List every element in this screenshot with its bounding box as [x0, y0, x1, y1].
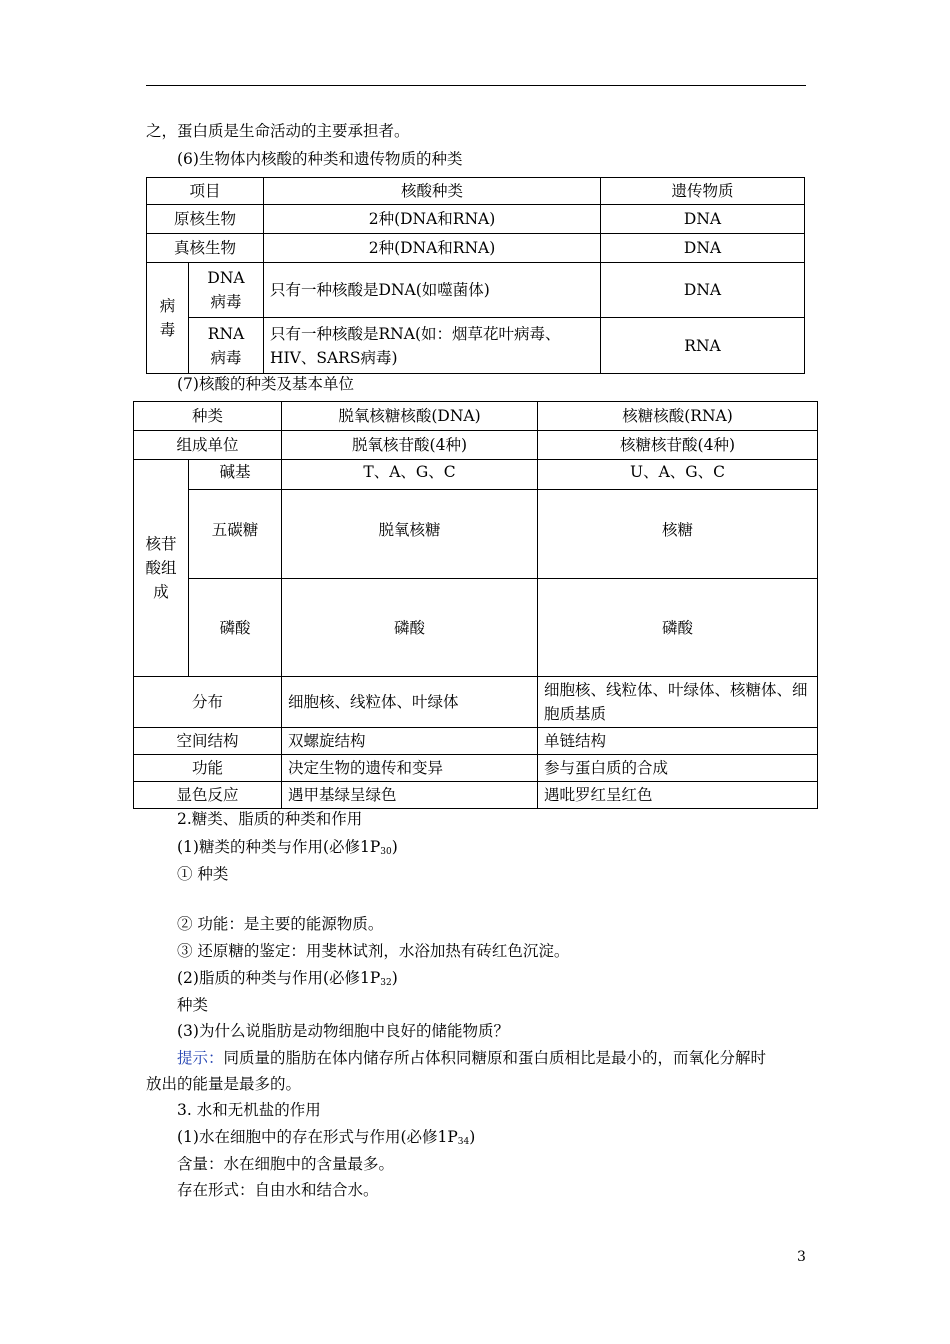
t2-dist-label: 分布 [134, 677, 282, 728]
t2-struct-label: 空间结构 [134, 728, 282, 755]
hint-line-2: 放出的能量是最多的。 [146, 1075, 302, 1093]
para-function: ② 功能：是主要的能源物质。 [177, 915, 384, 933]
t1-header-genetic: 遗传物质 [601, 178, 805, 205]
nucleic-acid-unit-table [133, 401, 818, 809]
t2-unit-dna: 脱氧核苷酸(4种) [282, 431, 538, 460]
t2-base-label: 碱基 [189, 460, 282, 490]
t1-dna-virus-label: DNA病毒 [189, 263, 264, 318]
para-kind-2: 种类 [177, 996, 209, 1014]
para-3: 3. 水和无机盐的作用 [177, 1101, 321, 1119]
t2-func-label: 功能 [134, 755, 282, 782]
para-2-2: (2)脂质的种类与作用(必修$1P_{32}$) [177, 969, 398, 988]
header-rule [146, 85, 806, 86]
t2-sugar-dna: 脱氧核糖 [282, 490, 538, 579]
t1-prok-kind: 2种(DNA和RNA) [264, 205, 601, 234]
t1-virus-label: 病毒 [147, 263, 189, 374]
t2-header-dna: 脱氧核糖核酸(DNA) [282, 402, 538, 431]
page-number: 3 [797, 1249, 806, 1265]
t1-euk-genetic: DNA [601, 234, 805, 263]
para-2-1: (1)糖类的种类与作用(必修$1P_{30}$) [177, 838, 398, 857]
t1-dna-virus-genetic: DNA [601, 263, 805, 318]
t2-dist-dna: 细胞核、线粒体、叶绿体 [282, 677, 538, 728]
t1-header-kind: 核酸种类 [264, 178, 601, 205]
t2-base-rna: U、A、G、C [538, 460, 818, 490]
t2-sugar-label: 五碳糖 [189, 490, 282, 579]
para-2: 2.糖类、脂质的种类和作用 [177, 810, 363, 828]
section-6-title: (6)生物体内核酸的种类和遗传物质的种类 [177, 150, 463, 168]
t2-unit-rna: 核糖核苷酸(4种) [538, 431, 818, 460]
intro-line: 之，蛋白质是生命活动的主要承担者。 [146, 122, 410, 140]
t1-header-item: 项目 [147, 178, 264, 205]
para-kind-1: ① 种类 [177, 865, 229, 883]
t2-dist-rna: 细胞核、线粒体、叶绿体、核糖体、细胞质基质 [538, 677, 818, 728]
t2-func-dna: 决定生物的遗传和变异 [282, 755, 538, 782]
t2-color-label: 显色反应 [134, 782, 282, 809]
para-3-1: (1)水在细胞中的存在形式与作用(必修$1P_{34}$) [177, 1128, 476, 1147]
section-7-title: (7)核酸的种类及基本单位 [177, 375, 354, 393]
t2-sugar-rna: 核糖 [538, 490, 818, 579]
t2-struct-rna: 单链结构 [538, 728, 818, 755]
para-form: 存在形式：自由水和结合水。 [177, 1181, 379, 1199]
t2-phos-rna: 磷酸 [538, 579, 818, 677]
t2-color-dna: 遇甲基绿呈绿色 [282, 782, 538, 809]
t2-header-kind: 种类 [134, 402, 282, 431]
hint-line: 提示：同质量的脂肪在体内储存所占体积同糖原和蛋白质相比是最小的，而氧化分解时 [177, 1049, 767, 1067]
t2-header-rna: 核糖核酸(RNA) [538, 402, 818, 431]
nucleic-acid-genetic-table [146, 177, 805, 374]
hint-label: 提示： [177, 1049, 224, 1067]
para-content: 含量：水在细胞中的含量最多。 [177, 1155, 395, 1173]
t1-dna-virus-kind: 只有一种核酸是DNA(如噬菌体) [264, 263, 601, 318]
t1-euk-label: 真核生物 [147, 234, 264, 263]
para-2-3: (3)为什么说脂肪是动物细胞中良好的储能物质？ [177, 1022, 509, 1040]
t2-struct-dna: 双螺旋结构 [282, 728, 538, 755]
t2-base-dna: T、A、G、C [282, 460, 538, 490]
para-test: ③ 还原糖的鉴定：用斐林试剂，水浴加热有砖红色沉淀。 [177, 942, 570, 960]
t1-rna-virus-kind: 只有一种核酸是RNA(如：烟草花叶病毒、HIV、SARS病毒) [264, 318, 601, 374]
t2-phos-dna: 磷酸 [282, 579, 538, 677]
t1-rna-virus-label: RNA病毒 [189, 318, 264, 374]
t1-euk-kind: 2种(DNA和RNA) [264, 234, 601, 263]
t1-rna-virus-genetic: RNA [601, 318, 805, 374]
t1-prok-label: 原核生物 [147, 205, 264, 234]
t1-prok-genetic: DNA [601, 205, 805, 234]
t2-phos-label: 磷酸 [189, 579, 282, 677]
t2-comp-label: 核苷酸组成 [134, 460, 189, 677]
t2-color-rna: 遇吡罗红呈红色 [538, 782, 818, 809]
t2-func-rna: 参与蛋白质的合成 [538, 755, 818, 782]
t2-unit-label: 组成单位 [134, 431, 282, 460]
